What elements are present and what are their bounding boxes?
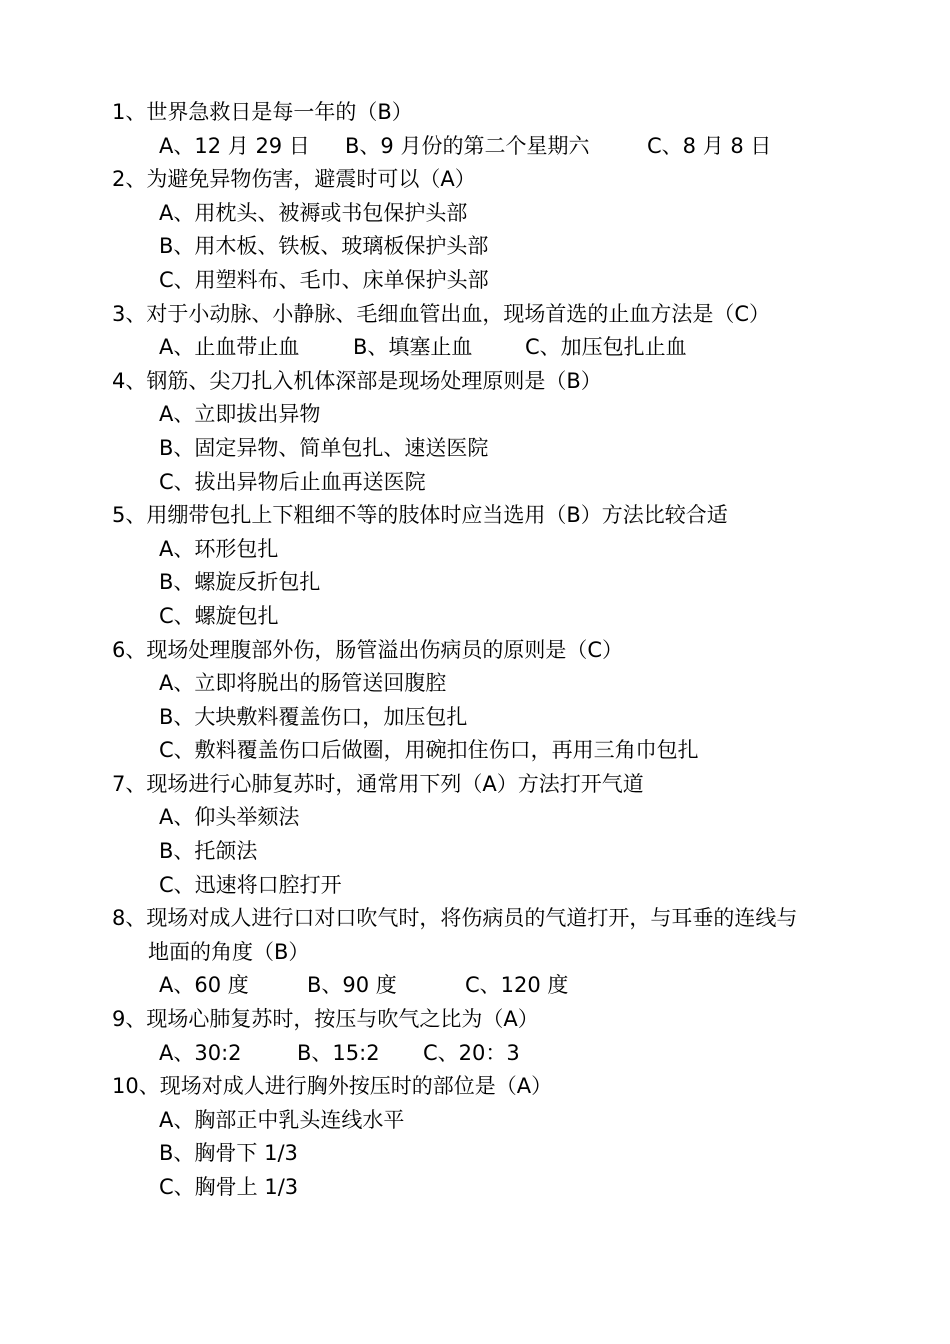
- question-9-option-a: A、30:2: [159, 1040, 242, 1065]
- question-1-option-c: C、8 月 8 日: [647, 133, 772, 158]
- question-list: [112, 96, 852, 1205]
- question-5-option-b: B、螺旋反折包扎: [159, 570, 321, 595]
- question-1-option-b: B、9 月份的第二个星期六: [345, 133, 590, 158]
- question-4-option-c: C、拔出异物后止血再送医院: [159, 469, 426, 494]
- question-4-option-a: A、立即拔出异物: [159, 402, 321, 427]
- question-7-option-a: A、仰头举颏法: [159, 805, 300, 830]
- question-6-stem: 6、现场处理腹部外伤，肠管溢出伤病员的原则是（C）: [112, 637, 624, 662]
- question-2-option-b: B、用木板、铁板、玻璃板保护头部: [159, 234, 489, 259]
- question-5-option-c: C、螺旋包扎: [159, 603, 279, 628]
- question-8-option-b: B、90 度: [307, 973, 397, 998]
- question-1-option-a: A、12 月 29 日: [159, 133, 310, 158]
- question-10-option-c: C、胸骨上 1/3: [159, 1175, 299, 1199]
- question-1-options: [112, 130, 852, 164]
- question-3-option-b: B、填塞止血: [353, 335, 473, 360]
- question-8-options: [112, 969, 852, 1003]
- question-6-option-c: C、敷料覆盖伤口后做圈，用碗扣住伤口，再用三角巾包扎: [159, 738, 699, 763]
- question-10-option-a: A、胸部正中乳头连线水平: [159, 1107, 405, 1132]
- question-10-stem: 10、现场对成人进行胸外按压时的部位是（A）: [112, 1074, 553, 1099]
- question-10-option-b: B、胸骨下 1/3: [159, 1141, 298, 1166]
- question-7-option-b: B、托颌法: [159, 839, 258, 864]
- question-9-stem: 9、现场心肺复苏时，按压与吹气之比为（A）: [112, 1007, 539, 1032]
- question-3-options: [112, 331, 852, 365]
- question-4-option-b: B、固定异物、简单包扎、速送医院: [159, 435, 489, 460]
- question-1-stem: 1、世界急救日是每一年的（B）: [112, 100, 413, 124]
- question-7-stem: 7、现场进行心肺复苏时，通常用下列（A）方法打开气道: [112, 771, 644, 796]
- question-8-option-c: C、120 度: [465, 973, 569, 998]
- question-5-option-a: A、环形包扎: [159, 536, 279, 561]
- question-4-stem: 4、钢筋、尖刀扎入机体深部是现场处理原则是（B）: [112, 368, 602, 393]
- question-6-option-a: A、立即将脱出的肠管送回腹腔: [159, 671, 447, 696]
- question-5-stem: 5、用绷带包扎上下粗细不等的肢体时应当选用（B）方法比较合适: [112, 503, 728, 528]
- question-3-option-c: C、加压包扎止血: [525, 335, 687, 360]
- question-9-option-c: C、20：3: [423, 1040, 520, 1065]
- question-8-option-a: A、60 度: [159, 973, 249, 998]
- question-9-options: [112, 1037, 852, 1071]
- question-3-stem: 3、对于小动脉、小静脉、毛细血管出血，现场首选的止血方法是（C）: [112, 301, 771, 326]
- question-2-option-c: C、用塑料布、毛巾、床单保护头部: [159, 267, 489, 292]
- question-2-option-a: A、用枕头、被褥或书包保护头部: [159, 200, 468, 225]
- question-2-stem: 2、为避免异物伤害，避震时可以（A）: [112, 167, 476, 192]
- question-7-option-c: C、迅速将口腔打开: [159, 872, 342, 897]
- question-3-option-a: A、止血带止血: [159, 335, 300, 360]
- question-8-stem-continued: 地面的角度（B）: [148, 939, 310, 964]
- question-6-option-b: B、大块敷料覆盖伤口，加压包扎: [159, 704, 468, 729]
- question-8-stem: 8、现场对成人进行口对口吹气时，将伤病员的气道打开，与耳垂的连线与: [112, 906, 798, 931]
- question-9-option-b: B、15:2: [297, 1040, 380, 1065]
